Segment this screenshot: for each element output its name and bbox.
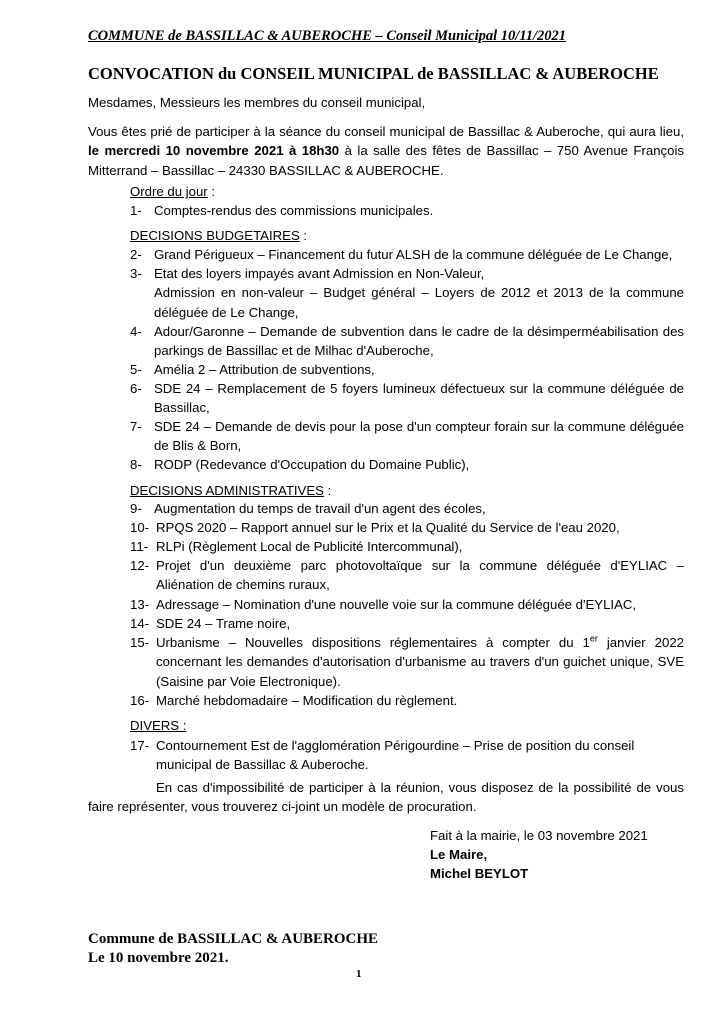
agenda-item xyxy=(130,736,654,775)
item-number: 13- xyxy=(130,597,150,612)
closing-paragraph: En cas d'impossibilité de participer à la réunion, vous disposez de la possibilité de vous faire représenter, vous trouverez ci-joint un modèle de procuration. xyxy=(88,780,684,815)
item-text: RODP (Redevance d'Occupation du Domaine Public), xyxy=(154,457,470,472)
agenda-item xyxy=(130,245,684,264)
intro-text-a: Vous êtes prié de participer à la séance du conseil municipal de Bassillac & Auberoche, qui aura lieu, xyxy=(88,124,684,139)
footer-line-2: Le 10 novembre 2021. xyxy=(88,950,229,966)
item-text xyxy=(130,633,684,691)
footer xyxy=(88,930,378,968)
item-number: 17- xyxy=(130,738,150,753)
agenda-item xyxy=(130,417,684,456)
item-text: Comptes-rendus des commissions municipales. xyxy=(154,203,434,218)
item-text: SDE 24 – Demande de devis pour la pose d'un compteur forain sur la commune déléguée de Blis & Born, xyxy=(154,419,684,454)
agenda-item xyxy=(130,322,684,361)
item-number: 15- xyxy=(130,635,150,650)
item-text: Grand Périgueux – Financement du futur ALSH de la commune déléguée de Le Change, xyxy=(154,247,673,262)
ordre-heading-text: Ordre du jour xyxy=(130,184,208,199)
item-number: 12- xyxy=(130,558,150,573)
superscript: er xyxy=(589,633,598,644)
ordre-du-jour-heading xyxy=(130,182,215,201)
item-text: SDE 24 – Trame noire, xyxy=(156,616,291,631)
item-number: 5- xyxy=(130,362,142,377)
budget-heading xyxy=(130,226,307,245)
item-number: 2- xyxy=(130,247,142,262)
agenda-item xyxy=(130,633,684,691)
item-number: 3- xyxy=(130,266,142,281)
running-header: COMMUNE de BASSILLAC & AUBEROCHE – Conseil Municipal 10/11/2021 xyxy=(88,28,567,44)
item-number: 4- xyxy=(130,324,142,339)
signature-name: Michel BEYLOT xyxy=(430,866,529,881)
agenda-item xyxy=(130,518,684,537)
footer-line-1: Commune de BASSILLAC & AUBEROCHE xyxy=(88,931,379,947)
agenda-item xyxy=(130,537,684,556)
item-text-part: janvier 2022 concernant les demandes d'autorisation d'urbanisme au travers d'un guichet unique, SVE (Saisine par Voie Electronique). xyxy=(156,635,684,689)
page-number: 1 xyxy=(356,968,362,980)
signature-place-date: Fait à la mairie, le 03 novembre 2021 xyxy=(430,828,648,843)
agenda-item xyxy=(130,360,684,379)
agenda-item xyxy=(130,691,684,710)
item-text: Amélia 2 – Attribution de subventions, xyxy=(154,362,375,377)
item-number: 11- xyxy=(130,539,149,554)
item-number: 6- xyxy=(130,381,142,396)
agenda-item xyxy=(130,201,684,220)
item-text: Contournement Est de l'agglomération Périgourdine – Prise de position du conseil municipal de Bassillac & Auberoche. xyxy=(156,738,635,773)
agenda-item xyxy=(130,595,684,614)
item-text: RLPi (Règlement Local de Publicité Intercommunal), xyxy=(156,539,463,554)
item-text: Projet d'un deuxième parc photovoltaïque sur la commune déléguée d'EYLIAC – Aliénation de chemins ruraux, xyxy=(156,558,684,593)
meeting-date: le mercredi 10 novembre 2021 à 18h30 xyxy=(88,143,340,159)
agenda-item xyxy=(130,556,684,595)
item-text: Marché hebdomadaire – Modification du règlement. xyxy=(156,693,458,708)
divers-heading: DIVERS : xyxy=(130,718,187,733)
item-number: 16- xyxy=(130,693,150,708)
budget-heading-suffix: : xyxy=(299,228,308,243)
item-text: RPQS 2020 – Rapport annuel sur le Prix et la Qualité du Service de l'eau 2020, xyxy=(156,520,620,535)
intro-paragraph xyxy=(88,122,684,180)
agenda-item xyxy=(130,455,684,474)
agenda-item xyxy=(130,614,684,633)
item-number: 14- xyxy=(130,616,150,631)
item-text: Etat des loyers impayés avant Admission en Non-Valeur, xyxy=(154,266,485,281)
document-title: CONVOCATION du CONSEIL MUNICIPAL de BASSILLAC & AUBEROCHE xyxy=(88,64,659,83)
item-text-continuation: Admission en non-valeur – Budget général – Loyers de 2012 et 2013 de la commune déléguée de Le Change, xyxy=(154,285,684,320)
item-number: 8- xyxy=(130,457,142,472)
signature-role: Le Maire, xyxy=(430,847,488,862)
item-text-part: Urbanisme – Nouvelles dispositions réglementaires à compter du 1 xyxy=(156,635,590,650)
item-number: 1- xyxy=(130,203,142,218)
admin-heading xyxy=(130,481,331,500)
item-text: Adour/Garonne – Demande de subvention dans le cadre de la désimperméabilisation des parkings de Bassillac et de Milhac d'Auberoche, xyxy=(154,324,684,359)
ordre-heading-suffix: : xyxy=(207,184,216,199)
intro-text-b: à la salle des fêtes de Bassillac – 750 Avenue François Mitterrand – Bassillac – 24330 BASSILLAC & AUBEROCHE. xyxy=(88,143,685,178)
item-number: 9- xyxy=(130,501,142,516)
budget-heading-text: DECISIONS BUDGETAIRES xyxy=(130,228,300,243)
admin-heading-suffix: : xyxy=(323,483,332,498)
agenda-item xyxy=(130,499,684,518)
admin-heading-text: DECISIONS ADMINISTRATIVES xyxy=(130,483,324,498)
item-number: 7- xyxy=(130,419,142,434)
salutation: Mesdames, Messieurs les membres du conseil municipal, xyxy=(88,95,426,110)
agenda-item xyxy=(130,264,684,322)
agenda-item xyxy=(130,379,684,418)
item-text: Augmentation du temps de travail d'un agent des écoles, xyxy=(154,501,486,516)
item-number: 10- xyxy=(130,520,150,535)
item-text: SDE 24 – Remplacement de 5 foyers lumineux défectueux sur la commune déléguée de Bassillac, xyxy=(154,381,684,416)
item-text: Adressage – Nomination d'une nouvelle voie sur la commune déléguée d'EYLIAC, xyxy=(156,597,637,612)
